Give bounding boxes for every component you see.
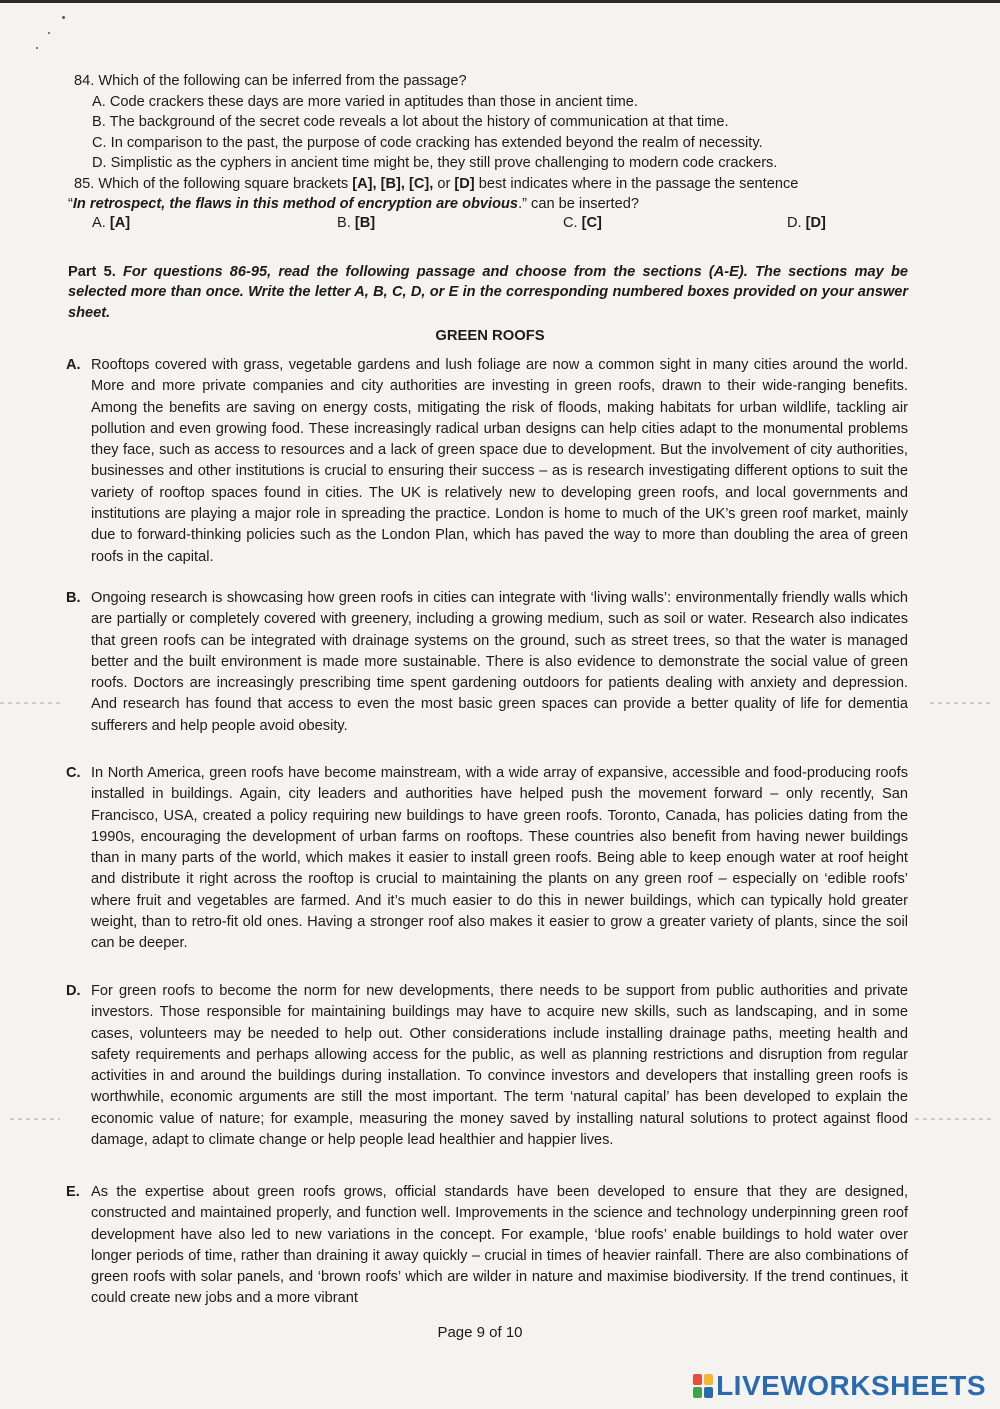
q84-option-c: C. In comparison to the past, the purpose of code cracking has extended beyond the realm of necessity. bbox=[92, 135, 763, 151]
scan-speck bbox=[62, 16, 65, 19]
section-letter: C. bbox=[66, 765, 81, 781]
q85-choice-a: A. [A] bbox=[92, 215, 131, 231]
q85-choice-b: B. [B] bbox=[337, 215, 376, 231]
scan-speck bbox=[48, 32, 50, 34]
scan-artifact bbox=[10, 1118, 60, 1120]
section-letter: B. bbox=[66, 590, 81, 606]
q85-choice-c: C. [C] bbox=[563, 215, 602, 231]
section-d bbox=[66, 981, 908, 1151]
q85-choice-d: D. [D] bbox=[787, 215, 826, 231]
q84-option-b: B. The background of the secret code reveals a lot about the history of communication at that time. bbox=[92, 114, 729, 130]
inserted-sentence: In retrospect, the flaws in this method of encryption are obvious bbox=[72, 196, 519, 212]
scan-artifact bbox=[0, 702, 60, 704]
passage-title: GREEN ROOFS bbox=[435, 328, 545, 344]
section-e bbox=[66, 1182, 908, 1310]
section-text: Rooftops covered with grass, vegetable gardens and lush foliage are now a common sight in many cities around the world. More and more private companies and city authorities are investing in green roofs, drawn to their wide-ranging benefits. Among the benefits are saving on energy costs, mitigating the risk of floods, making habitats for urban wildlife, tackling air pollution and even growing food. These increasingly radical urban designs can help cities adapt to the monumental problems they face, such as access to resources and a lack of green space due to development. But the involvement of city authorities, businesses and other institutions is crucial to ensuring their success – as is research investigating different options to suit the variety of rooftop spaces found in cities. The UK is relatively new to developing green roofs, and local governments and institutions are playing a major role in spreading the practice. London is home to much of the UK’s green roof market, mainly due to forward-thinking policies such as the London Plan, which has paved the way to more than doubling the area of green roofs in the capital. bbox=[91, 357, 908, 565]
page-top-edge bbox=[0, 0, 1000, 3]
section-text: In North America, green roofs have become mainstream, with a wide array of expansive, accessible and food-producing roofs installed in buildings. Again, city leaders and authorities have helped push the movement forward – only recently, San Francisco, USA, created a policy requiring new buildings to have green roofs. Toronto, Canada, has policies dating from the 1990s, encouraging the development of urban farms on rooftops. These countries also benefit from having newer buildings than in many parts of the world, which makes it easier to install green roofs. Being able to keep enough water at roof height and distribute it right across the rooftop is crucial to maintaining the plants on any green roof – especially on ‘edible roofs’ where fruit and vegetables are farmed. And it’s much easier to do this in newer buildings, which can typically hold greater weight, than to retro-fit old ones. Having a stronger roof also makes it easier to grow a greater variety of plants, since the soil can be deeper. bbox=[91, 765, 908, 952]
liveworksheets-mark-icon bbox=[693, 1374, 713, 1398]
scan-artifact bbox=[930, 702, 990, 704]
section-b bbox=[66, 588, 908, 737]
brand-name: LIVEWORKSHEETS bbox=[716, 1370, 986, 1401]
section-text: For green roofs to become the norm for new developments, there needs to be support from public authorities and private investors. Those responsible for maintaining buildings may have to acquire new skills, such as landscaping, and in some cases, volunteers may be needed to help out. Other considerations include installing drainage paths, meeting health and safety requirements and perhaps allowing access for the public, as well as planning restrictions and disruption from regular activities in and around the buildings during installation. To convince investors and developers that installing green roofs is worthwhile, economic arguments are still the most important. The term ‘natural capital’ has been developed to explain the economic value of nature; for example, measuring the money saved by installing natural solutions to protect against flood damage, adapt to climate change or help people lead healthier and happier lives. bbox=[91, 983, 908, 1149]
scan-artifact bbox=[915, 1118, 995, 1120]
part-5-instructions: Part 5. For questions 86-95, read the following passage and choose from the sections (A-E). The sections may be selected more than once. Write the letter A, B, C, D, or E in the corresponding numbered boxes provided on your answer sheet. bbox=[68, 264, 908, 321]
section-letter: D. bbox=[66, 983, 81, 999]
liveworksheets-logo[interactable] bbox=[693, 1370, 986, 1402]
section-text: Ongoing research is showcasing how green roofs in cities can integrate with ‘living walls’: environmentally friendly walls which are partially or completely covered with greenery, including a growing medium, such as soil or water. Research also indicates that green roofs can be integrated with drainage systems on the ground, such as street trees, so that the water is managed better and the built environment is made more sustainable. There is also evidence to demonstrate the social value of green roofs. Doctors are increasingly prescribing time spent gardening outdoors for patients dealing with anxiety and depression. And research has found that access to even the most basic green spaces can provide a better quality of life for dementia sufferers and help people avoid obesity. bbox=[91, 590, 908, 734]
section-letter: A. bbox=[66, 357, 81, 373]
section-a bbox=[66, 355, 908, 568]
section-c bbox=[66, 763, 908, 955]
page-number: Page 9 of 10 bbox=[437, 1324, 523, 1341]
question-85-sentence: “In retrospect, the flaws in this method of encryption are obvious.” can be inserted? bbox=[68, 196, 639, 212]
section-text: As the expertise about green roofs grows, official standards have been developed to ensure that they are designed, constructed and maintained properly, and function well. Improvements in the science and technology underpinning green roof development have also led to new variations in the concept. For example, ‘blue roofs’ enable buildings to hold water over longer periods of time, rather than draining it away quickly – crucial in times of heavier rainfall. There are also combinations of green roofs with solar panels, and ‘brown roofs’ which are wilder in nature and maximise biodiversity. If the trend continues, it could create new jobs and a more vibrant bbox=[91, 1184, 908, 1307]
q84-option-a: A. Code crackers these days are more varied in aptitudes than those in ancient time. bbox=[92, 94, 638, 110]
section-letter: E. bbox=[66, 1184, 80, 1200]
question-85-stem: 85. Which of the following square brackets [A], [B], [C], or [D] best indicates where in the passage the sentence bbox=[74, 176, 799, 192]
scan-speck bbox=[36, 47, 38, 49]
q84-option-d: D. Simplistic as the cyphers in ancient time might be, they still prove challenging to modern code crackers. bbox=[92, 155, 778, 171]
question-84-stem: 84. Which of the following can be inferred from the passage? bbox=[74, 73, 467, 89]
